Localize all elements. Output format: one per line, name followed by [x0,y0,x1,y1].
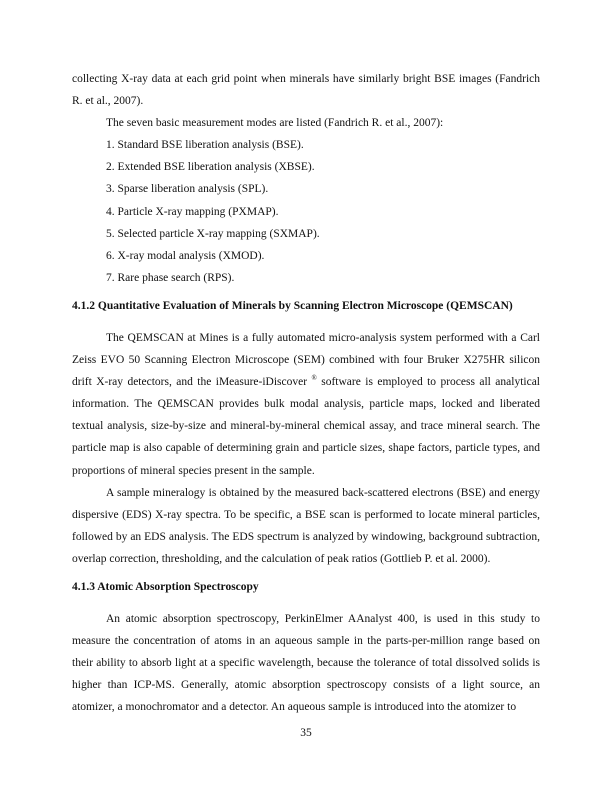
qemscan-paragraph-1-text-a: The QEMSCAN at Mines is a fully automated micro-analysis system performed with a Carl Zeiss EVO 50 Scanning Electron Microscope (SEM) combined with four Bruker X275HR silicon drift X-ray detectors, and the iMeasure-iDiscover [72,331,540,389]
qemscan-paragraph-1-text-b: software is employed to process all analytical information. The QEMSCAN provides bulk modal analysis, particle maps, locked and liberated textual analysis, size-by-size and mineral-by-mineral chemical assay, and trace mineral search. The particle map is also capable of determining grain and particle sizes, shape factors, particle types, and proportions of mineral species present in the sample. [72,376,540,477]
registered-mark: ® [311,374,317,383]
page-number: 35 [300,727,312,739]
list-item: 7. Rare phase search (RPS). [106,271,235,284]
list-item: 1. Standard BSE liberation analysis (BSE). [106,139,304,152]
list-item: 5. Selected particle X-ray mapping (SXMAP). [106,227,320,240]
list-item: 6. X-ray modal analysis (XMOD). [106,249,265,262]
list-item: 2. Extended BSE liberation analysis (XBSE). [106,161,315,174]
qemscan-paragraph-2: A sample mineralogy is obtained by the measured back-scattered electrons (BSE) and energy dispersive (EDS) X-ray spectra. To be specific, a BSE scan is performed to locate mineral particles, followed by an EDS analysis. The EDS spectrum is analyzed by windowing, background subtraction, overlap correction, thresholding, and the calculation of peak ratios (Gottlieb P. et al. 2000). [72,486,540,565]
section-heading-qemscan: 4.1.2 Quantitative Evaluation of Minerals by Scanning Electron Microscope (QEMSCAN) [72,299,513,312]
modes-intro: The seven basic measurement modes are listed (Fandrich R. et al., 2007): [106,117,444,130]
aas-paragraph-1: An atomic absorption spectroscopy, PerkinElmer AAnalyst 400, is used in this study to measure the concentration of atoms in an aqueous sample in the parts-per-million range based on their ability to absorb light at a specific wavelength, because the tolerance of total dissolved solids is higher than ICP-MS. Generally, atomic absorption spectroscopy consists of a light source, an atomizer, a monochromator and a detector. An aqueous sample is introduced into the atomizer to [72,612,540,714]
document-page [72,68,540,718]
continuation-paragraph: collecting X-ray data at each grid point when minerals have similarly bright BSE images (Fandrich R. et al., 2007). [72,73,540,108]
measurement-modes-list [72,134,540,289]
section-heading-aas: 4.1.3 Atomic Absorption Spectroscopy [72,580,259,593]
qemscan-paragraph-1 [72,327,540,482]
list-item: 4. Particle X-ray mapping (PXMAP). [106,205,279,218]
list-item: 3. Sparse liberation analysis (SPL). [106,183,269,196]
